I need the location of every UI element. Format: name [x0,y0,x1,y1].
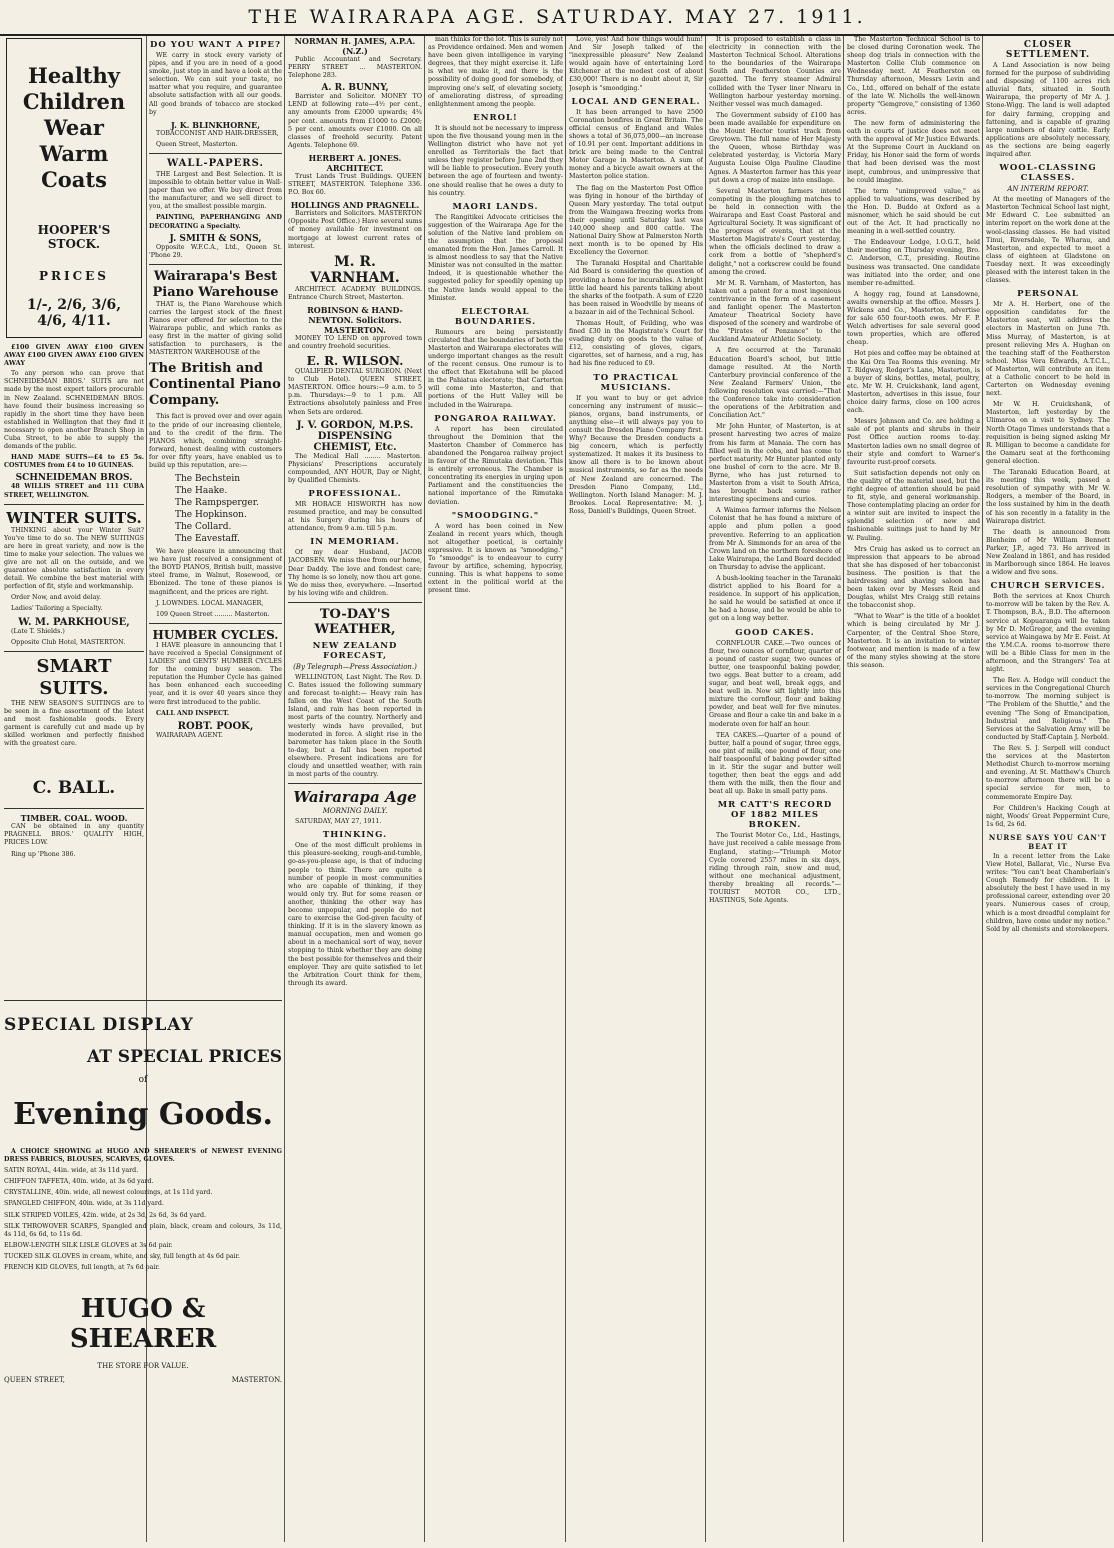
schneideman-tail: HAND MADE SUITS—£4 to £5 5s. COSTUMES from £4 to 10 GUINEAS. [4,454,144,470]
hugo-line: SPANGLED CHIFFON, 40in. wide, at 3s 11d yard. [4,1200,164,1208]
blinkhorne-name: J. K. BLINKHORNE, [170,119,261,130]
column-6 [709,36,841,1542]
professional-body: MR HORACE HISWORTH has now resumed practice, and may be consulted at his Surgery during his hours of attendance, from 9 a.m. till 5 p.m. [288,501,422,533]
hugo-line: CHIFFON TAFFETA, 40in. wide, at 3s 6d yard. [4,1178,154,1186]
col6-intro: It is proposed to establish a class in electricity in connection with the Masterton Technical School. Alterations to the boundaries of the Wairarapa South and Featherston Counties are gazetted. The ferry steamer Admiral collided with the Tyser liner Niwaru in Wellington harbour yesterday morning. Neither vessel was much damaged. [709,36,841,108]
smith-name: J. SMITH & SONS, [169,233,262,244]
winter-ladies: Ladies' Tailoring a Specialty. [11,605,103,613]
practical-headline: TO PRACTICAL MUSICIANS. [593,372,679,393]
bunny-body: Barrister and Solicitor. MONEY TO LEND at following rate—4½ per cent., any amounts from £2000 upwards; 4¾ per cent. amounts from £1000 to £2000; 5 per cent. amounts over £1000. On all classes of freehold security. Patent Agents. Telephone 69. [288,93,422,149]
pongaroa-body: A report has been circulated throughout the Dominion that the Masterton Chamber of Commerce has abandoned the Pongaroa railway project in favour of the Rimutaka deviation. This is entirely erroneous. The Chamber is concentrating its energies in urging upon Parliament and the constituencies the national importance of the Rimutaka deviation. [428,425,563,506]
col7-intro: The Masterton Technical School is to be closed during Coronation week. The sheep dog trials in connection with the Masterton Collie Club commence on Wednesday next. At Featherston on Thursday afternoon, Messrs Levin and Co., Ltd., offered on behalf of the estate of the late W. Nicholls the well-known property "Gemgrove," consisting of 1360 acres. [847,36,980,116]
blinkhorne-sub: TOBACCONIST AND HAIR-DRESSER, [156,129,279,137]
masthead-title: THE WAIRARAPA AGE. SATURDAY. MAY 27. 1911. [248,6,866,28]
church-body-3: The Rev. S. J. Serpell will conduct the services at the Masterton Methodist Church to-morrow morning and evening. At St. Matthew's Church to-morrow afternoon there will be a special service for men, to commemorate Empire Day. [986,744,1110,801]
maori-headline: MAORI LANDS. [452,201,539,212]
column-rule [284,36,285,1542]
hugo-queen: QUEEN STREET, [4,1376,66,1385]
nurse-body: In a recent letter from the Lake View Hotel, Ballarat, Vic., Nurse Eva writes: "You can't beat Chamberlain's Cough Remedy for children. It is absolutely the best I have used in my professional career, extending over 20 years. Numerous cases of croup, which is a most dreadful complaint for children, have come under my notice." Sold by all chemists and storekeepers. [986,852,1110,933]
col6-body-4: Mr M. R. Varnham, of Masterton, has taken out a patent for a most ingenious contrivance in the form of a casement and fanlight opener. The Masterton Amateur Theatrical Society have disposed of the scenery and wardrobe of the "Pirates of Penzance" to the Auckland Amateur Athletic Society. [709,279,841,344]
wilson-body: QUALIFIED DENTAL SURGEON. (Next to Club Hotel). QUEEN STREET, MASTERTON. Office hours:—9 a.m. to 5 p.m. Thursdays:—9 to 1 p.m. All Extractions absolutely painless and Free when Sets are ordered. [288,368,422,416]
hugo-showing: A CHOICE SHOWING at HUGO AND SHEARER'S of NEWEST EVENING DRESS FABRICS, BLOUSES, SCARVES, GLOVES. [4,1148,282,1164]
masthead [0,0,1114,36]
closer-body: A Land Association is now being formed for the purpose of subdividing and disposing of 1100 acres rich alluvial flats, situated in South Wairarapa, the property of Mr A. J. Stone-Wigg. The land is well adapted for dairy farming, cropping and fattening, and is capable of grazing large numbers of dairy cattle. Early applications are absolutely necessary, as the sections are being eagerly inquired after. [986,62,1110,159]
parkhouse-name: W. M. PARKHOUSE, [18,616,130,628]
bunny-name: A. R. BUNNY, [321,83,389,94]
col7-body-7: Messrs Johnson and Co. are holding a sale of pot plants and shrubs in their Post Office auction rooms to-day. Masterton ladies own no small degree of their style and comfort to Warner's favourite rust-proof corsets. [847,418,980,466]
pipe-body: WE carry in stock every variety of pipes, and if you are in need of a good smoke, just step in and have a look at the selection. We can suit your taste, no matter what you require, and guarantee absolute satisfaction with all our goods. All good brands of tobacco are stocked by [149,52,282,116]
tea-cakes-body: TEA CAKES.—Quarter of a pound of butter, half a pound of sugar, three eggs, one pint of milk, one pound of flour, one half teaspoonful of baking powder sifted in it. Stir the sugar and butter well together, then beat the eggs and add them with the milk, then the flour and beat all up. Bake in small patty pans. [709,731,841,796]
pook-sub: WAIRARAPA AGENT. [156,731,223,739]
enrol-headline: ENROL! [473,112,518,123]
hugo-line: SATIN ROYAL, 44in. wide, at 3s 11d yard. [4,1167,139,1175]
schneideman-body: To any person who can prove that SCHNEIDEMAN BROS.' SUITS are not made by the most expert tailors procurable in New Zealand. SCHNEIDEMAN BROS. have found their business increasing so rapidly in the short time they have been established in Wellington that they find it necessary to open another Branch Shop in Cuba Street, to be able to supply the demands of the public. [4,370,144,451]
personal-body-2: Mr W. H. Cruickshank, of Masterton, left yesterday by the Ulimaroa on a visit to Sydney. The North Otago Times understands that a requisition is being signed asking Mr R. Milligan to become a candidate for the Oamaru seat at the forthcoming general election. [986,401,1110,465]
hugo-line: CRYSTALLINE, 40in. wide, all newest colourings, at 1s 11d yard. [4,1189,213,1197]
hugo-line: FRENCH KID GLOVES, full length, at 7s 6d pair. [4,1264,160,1272]
wilson-name: E. R. WILSON. [306,354,404,369]
hooper-headline-1: Healthy Children [22,63,126,114]
thinking-headline: THINKING. [322,830,388,841]
professional-headline: PROFESSIONAL. [308,489,402,499]
humber-call: CALL AND INSPECT. [156,709,230,717]
smart-body: THE NEW SEASON'S SUITINGS are to be seen in a fine assortment of the latest and most fashionable goods. Every garment is carefully cut and made up by skilled workmen and perfectly finished with the greatest care. [4,699,144,748]
hugo-shearer-ad [4,1000,282,1543]
col7-body-9: Mrs Craig has asked us to correct an impression that appears to be abroad that she has disposed of her tobacconist business. The position is that the hairdressing and shaving saloon has been taken over by Messrs Reid and Douglas, whilst Mrs Craigg still retains the tobacconist shop. [847,545,980,610]
piano-item: The Hopkinson. [175,510,247,521]
parkhouse-address: Opposite Club Hotel, MASTERTON. [11,638,126,646]
hugo-line: ELBOW-LENGTH SILK LISLE GLOVES at 3s 6d pair. [4,1241,173,1249]
column-8 [986,36,1110,1542]
winter-headline: WINTER SUITS. [6,508,142,527]
hugo-line: SILK STRIPED VOILES, 42in. wide, at 2s 3d, 2s 6d, 3s 6d yard. [4,1211,206,1219]
col6-body-6: Mr John Hunter, of Masterton, is at present harvesting two acres of maize from his farm at Manaia. The corn has filled well in the cobs, and has come to perfect maturity. Mr Hunter planted only one bushel of corn to the acre. Mr B. Byrne, who has just returned to Masterton from a visit to South Africa, has brought back some rather interesting specimens and curios. [709,423,841,504]
smart-headline: SMART SUITS. [36,655,112,699]
piano-item: The Rampsperger. [175,498,259,509]
hugo-name: HUGO & SHEARER [69,1294,217,1355]
local-body-2: The flag on the Masterton Post Office was flying in honour of the birthday of Queen Mary yesterday. The total output from the Waingawa freezing works from their opening until Saturday last was 140,000 sheep and 800 cattle. The National Dairy Show at Palmerston North next month is to be opened by His Excellency the Governor. [569,184,703,257]
humber-headline: HUMBER CYCLES. [152,627,279,642]
wall-tag: PAINTING, PAPERHANGING AND DECORATING a Specialty. [149,214,282,230]
schneideman-name: SCHNEIDEMAN BROS. [15,473,133,484]
smoodging-body: A word has been coined in New Zealand in recent years which, though not altogether poetical, is certainly expressive. It is known as "smoodging." To "smoodge" is to endeavour to curry favour by artifice, scheming, hypocrisy, cunning. This is what happens to some extent in the political world at the present time. [428,522,563,595]
hollings-body: Barristers and Solicitors. MASTERTON (Opposite Post Office.) Have several sums of money available for investment on mortgage at lowest current rates of interest. [288,210,422,250]
col6-body-2: The Government subsidy of £100 has been made available for expenditure on the Mount Hector tourist track from Greytown. The full name of Her Majesty the Queen, whose Birthday was celebrated yesterday, is Victoria Mary Augusta Louise Olga Pauline Claudine Agnes. A Masterton farmer has this year put down a crop of maize into ensilage. [709,111,841,184]
col7-body-8: Suit satisfaction depends not only on the quality of the material used, but the right degree of attention should be paid to fit, style, and general workmanship. Those contemplating placing an order for a winter suit are invited to inspect the splendid selection of new and fashionable suitings just to hand by Mr W. Pauling. [847,469,980,542]
column-rule [424,36,425,1542]
column-4 [428,36,563,1542]
nurse-headline: NURSE SAYS YOU CAN'T BEAT IT [988,832,1108,851]
column-rule [565,36,566,1542]
memoriam-headline: IN MEMORIAM. [310,537,400,548]
wool-body: At the meeting of Managers of the Masterton Technical School last night, Mr Edward C. Lee submitted an interim report on the work done at the wool-classing classes. He had visited Tinui, Riversdale, Te Wharau, and Masterton, and expected to meet a class of eighteen at Gladstone on Tuesday next. It was exceedingly pleased with the interest taken in the classes. [986,196,1110,285]
catt-headline: MR CATT'S RECORD OF 1882 MILES BROKEN. [717,800,833,831]
lowndes-name: J. LOWNDES. LOCAL MANAGER, [156,599,264,607]
timber-body: CAN be obtained in any quantity PRAGNELL BROS.' QUALITY HIGH, PRICES LOW. [4,823,144,847]
piano-item: The Bechstein [175,474,240,485]
piano-body-2: This fact is proved over and over again to the pride of our increasing clientele, and to the credit of the firm. The PIANOS which, combining straight-forward, honest dealing with customers for over fifty years, have enabled us to build up this reputation, are:— [149,413,282,469]
col6-body-3: Several Masterton farmers intend competing in the ploughing matches to be held in connection with the Wairarapa and East Coast Pastoral and Agricultural Society. It was significant of the progress of events, that at the Masterton Magistrate's Court yesterday, when the officials declined to draw a cork from a bottle of "shepherd's delight," not a corkscrew could be found among the crowd. [709,187,841,276]
electoral-body: Rumours are being persistently circulated that the boundaries of both the Masterton and Wairarapa electorates will undergo important changes as the result of the recent census. One rumour is to the effect that Eketahuna will be placed in the Pahiatua electorate; that Carterton will come into Masterton, and that portions of the Hutt Valley will be included in the Wairarapa. [428,328,563,409]
humber-body: I HAVE pleasure in announcing that I have received a Special Consignment of LADIES' and GENTS' HUMBER CYCLES for the coming busy season. The reputation the Humber Cycle has gained has been enhanced each succeeding year, and it is over 40 years since they were first introduced to the public. [149,641,282,706]
col6-body-7: A Waimea farmer informs the Nelson Colonist that he has found a mixture of apple and plum pollen a good preventive. Referring to an application from Mr A. Simmonds for an area of the Crown land on the northern foreshore of Lake Wairarapa, the Land Board decided on Thursday to advise the applicant. [709,507,841,571]
special-display: SPECIAL DISPLAY [4,1015,194,1035]
closer-headline: CLOSER SETTLEMENT. [1005,40,1091,60]
local-headline: LOCAL AND GENERAL. [571,96,701,107]
robinson-name: ROBINSON & HAND-NEWTON. Solicitors. MASTERTON. [307,304,403,335]
col6-body-8: A bush-looking teacher in the Taranaki district applied to his Board for a residence. In support of his application, he said he would be satisfied at once if he had a house, and he would be able to get on a long way better. [709,575,841,623]
winter-body: THINKING about your Winter Suit? You've time to do so. The NEW SUITINGS are here in great variety, and now is the time to make your selection. The values we give are not all on the outside, and we guarantee absolute satisfaction in every detail. We combine the best material with perfection of fit, style and workmanship. [4,526,144,591]
piano-body-3: We have pleasure in announcing that we have just received a consignment of the BOYD PIANOS, British built, massive steel frame, in Walnut, Rosewood, or Ebonized. The tone of these pianos is magnificent, and the prices are right. [149,548,282,596]
james-name: NORMAN H. JAMES, A.P.A. (N.Z.) [294,36,416,56]
special-of: of [138,1075,148,1085]
piano-item: The Haake. [175,486,228,497]
hollings-name: HOLLINGS AND PRAGNELL. [290,200,420,211]
personal-body: Mr A. H. Herbert, one of the opposition candidates for the Masterton seat, will address the electors in Masterton on June 7th. Miss Murray, of Masterton, is at present relieving Mrs A. Hughan on the teaching staff of the Featherston school. Miss Vera Edwards, A.T.C.L., of Masterton, will contribute an item at a Catholic concert to be held in Carterton on Wednesday evening next. [986,301,1110,398]
piano-company: The British and Continental Piano Company. [149,361,281,409]
hugo-address [4,1376,282,1384]
personal-body-3: The Taranaki Education Board, at its meeting this week, passed a resolution of sympathy with Mr W. Rodgers, a member of the Board, in the loss sustained by him in the death of his son recently in a fatality in the Wairarapa district. [986,469,1110,525]
local-body: It has been arranged to have 2500 Coronation bonfires in Great Britain. The official census of England and Wales shows a total of 36,075,000—an increase of 10.91 per cent. Important additions in brick are being made to the Central Motor Garage in Masterton. A sum of money and a bicycle await owners at the Masterton police station. [569,108,703,181]
column-rule [982,36,983,1542]
timber-headline: TIMBER. COAL. WOOD. [20,813,128,824]
col6-body-5: A fire occurred at the Taranaki Education Board's school, but little damage resulted. At the North Canterbury provincial conference of the New Zealand Farmers' Union, the following resolution was carried:—"That the Conference take into consideration the operations of the Arbitration and Conciliation Act." [709,347,841,420]
jones-name: HERBERT A. JONES. ARCHITECT. [308,152,402,173]
given-away: £100 GIVEN AWAY £100 GIVEN AWAY £100 GIVEN AWAY £100 GIVEN AWAY [4,343,144,368]
local-body-4: Thomas Hoult, of Feilding, who was fined £30 in the Magistrate's Court for evading duty on goods to the value of £12, consisting of gloves, cigars, cigarettes, set of harness, and a rug, has had his fine reduced to £9. [569,320,703,368]
gordon-name: J. V. GORDON, M.P.S. DISPENSING CHEMIST, Etc. [296,419,414,453]
piano-item: The Collard. [175,522,232,533]
wall-body: THE Largest and Best Selection. It is impossible to obtain better value in Wall-paper than we offer. We buy direct from the manufacturer, and we sell direct to you, at the smallest possible margin. [149,170,282,211]
varnham-name: M. R. VARNHAM. [310,253,400,286]
column-rule [705,36,706,1542]
hugo-masterton: MASTERTON. [231,1376,282,1385]
blinkhorne-address: Queen Street, Masterton. [156,140,238,148]
column-3 [288,36,422,1542]
cball-name: C. BALL. [32,778,116,799]
hooper-ad [6,38,142,338]
hugo-tag: THE STORE FOR VALUE. [97,1362,189,1371]
special-prices: AT SPECIAL PRICES [86,1047,282,1067]
piano-headline: Wairarapa's Best Piano Warehouse [152,268,279,300]
piano-list [175,473,282,545]
column-2 [149,36,282,1036]
col4-intro: man thinks for the lot. This is surely not as Providence ordained. Men and women have been given intelligence in varying degrees, that they might exercise it. Life is what we make it, and there is the possibility of doing good for somebody, of improving one's self, of elevating society, of ameliorating distress, of spreading enlightenment among the people. [428,36,563,108]
forecast-body: WELLINGTON, Last Night. The Rev. D. C. Bates issued the following summary and forecast to-night:— Heavy rain has fallen on the West Coast of the South Island, and rain has been reported in most parts of the country. Northerly and westerly winds have prevailed, but moderated in force. A slight rise in the barometer has taken place in the South to-day, but a fall has been reported elsewhere. Present indications are for cloudy and unsettled weather, with rain in most parts of the country. [288,673,422,779]
smith-address: Opposite W.F.C.A., Ltd., Queen St. 'Phone 29. [149,243,282,259]
col4-intro-2: It is should not be necessary to impress upon the five thousand young men in the Wellington district who have not yet enrolled as Territorials the fact that unless they register before June 2nd they will be liable to prosecution. Every youth between the age of fourteen and twenty-one should realise that he owes a duty to his country. [428,124,563,197]
cakes-body: CORNFLOUR CAKE.—Two ounces of flour, two ounces of cornflour, quarter of a pound of castor sugar, two ounces of butter, one teaspoonful baking powder, two eggs. Beat butter to a cream, add sugar, and beat well, break eggs, and beat well in. Now sift lightly into this mixture the cornflour, flour and baking powder, and beat well for five minutes. Grease and flour a cake tin and bake in a moderate oven for half an hour. [709,639,841,728]
col7-body-4: The Endeavour Lodge, I.O.G.T., held their meeting on Thursday evening, Bro. C. Anderson, C.T., presiding. Routine business was transacted. One candidate was initiated into the order, and one member re-admitted. [847,239,980,287]
weather-headline: TO-DAY'S WEATHER, [314,606,396,637]
col7-body-2: The new form of administering the oath in courts of justice does not meet with the approval of Mr Justice Edwards. At the Supreme Court in Auckland on Friday, his Honor said the form of words that had been devised was the most inept, cumbrous, and unimpressive that he could imagine. [847,119,980,184]
piano-body: THAT is, the Piano Warehouse which carries the largest stock of the finest Pianos ever offered for selection to the Wairarapa public, and which ranks as easy first in the matter of giving solid satisfaction to purchasers, is the MASTERTON WAREHOUSE of the [149,300,282,357]
maori-body: The Rangitikei Advocate criticises the suggestion of the Wairarapa Age for the solution of the Native land problem on the assumption that the proposal emanated from the Hon. James Carroll. It is almost needless to say that the Native Minister was not consulted in the matter. Indeed, it is questionable whether the suggested policy for speedily opening up the Native lands would appeal to the Minister. [428,213,563,302]
paper-sub: MORNING DAILY. [322,807,388,816]
col7-body-3: The term "unimproved value," as applied to valuations, was described by the Hon. D. Buddo at Oxford as a misnomer, which he said should be cut out of the Act. It had practically no meaning in a well-settled country. [847,187,980,236]
winter-order: Order Now, and avoid delay. [11,594,102,602]
forecast-headline: NEW ZEALAND FORECAST, [312,640,398,661]
paper-title: Wairarapa Age [293,788,417,807]
lowndes-address: 109 Queen Street ......... Masterton. [156,610,270,618]
piano-item: The Eavestaff. [175,534,240,545]
practical-body: If you want to buy or get advice concerning any instrument of music—pianos, organs, band instruments, or anything else—it will always pay you to consult the Dresden Piano Company first. Why? Because the Dresden conducts a big concern, which is perfectly systematized. It makes it its business to know all there is to be known about musical instruments, so far as the needs of New Zealand are concerned. The Dresden Piano Company, Ltd., Wellington. North Island Manager: M. J. Brookes. Local Representative: M. J. Ross, Daniell's Buildings, Queen Street. [569,394,703,515]
hooper-headline-2: Wear Warm Coats [39,115,109,192]
hugo-line: SILK THROWOVER SCARFS, Spangled and plain, black, cream and colours, 3s 11d, 4s 11d, 6s 6d, to 11s 6d. [4,1222,282,1238]
col5-intro: Love, yes! And how things would hum! And Sir Joseph talked of the "inexpressible pleasure" New Zealand would again have of entertaining Lord Kitchener at the modest cost of about £30,000! There is no doubt about it, Sir Joseph is "smoodging." [569,36,703,92]
varnham-body: ARCHITECT. ACADEMY BUILDINGS. Entrance Church Street, Masterton. [288,285,422,301]
column-rule [843,36,844,1542]
personal-headline: PERSONAL [1017,289,1079,300]
wool-sub: AN INTERIM REPORT. [1007,185,1089,194]
personal-body-4: The death is announced from Blenheim of Mr William Bennett Parker, J.P., aged 73. He arrived in New Zealand in 1861, and has resided in Marlborough since 1864. He leaves a widow and five sons. [986,528,1110,577]
electoral-headline: ELECTORAL BOUNDARIES. [454,306,537,327]
wall-headline: WALL-PAPERS. [167,157,264,169]
church-body-2: The Rev. A. Hodge will conduct the services in the Congregational Church to-morrow. The morning subject is "The Problem of the Shuttle," and the evening "The Song of Emancipation, Industrial and Religious." The Services at the Salvation Army will be conducted by Staff-Captain J. Nerbold. [986,677,1110,741]
col7-body-6: Hot pies and coffee may be obtained at the Kai Ora Tea Rooms this evening. Mr T. Ridgway, Rodger's Lane, Masterton, is a buyer of skins, bottles, metal, poultry, etc. Mr W. H. Cruickshank, land agent, Masterton, advertises in this issue, four choice dairy farms, close on 100 acres each. [847,350,980,415]
local-body-3: The Taranaki Hospital and Charitable Aid Board is considering the question of providing a home for incurables. A bright little lad heard his parents talking about the sharks of the footpath. A sum of £220 has been raised in Woodville by means of a bazaar in aid of the Technical School. [569,260,703,316]
evening-goods: Evening Goods. [13,1097,273,1132]
column-5 [569,36,703,1542]
jones-body: Trust Lands Trust Buildings. QUEEN STREET, MASTERTON. Telephone 336. P.O. Box 60. [288,172,422,197]
cough-ad: For Children's Hacking Cough at night, Woods' Great Peppermint Cure, 1s 6d, 2s 6d. [986,804,1110,828]
james-body: Public Accountant and Secretary. PERRY STREET ... MASTERTON. Telephone 283. [288,56,422,80]
pipe-headline: DO YOU WANT A PIPE? [149,40,281,50]
schneideman-address: 48 WILLIS STREET and 111 CUBA STREET, WELLINGTON. [4,483,144,499]
parkhouse-sub: (Late T. Shields.) [11,627,65,635]
smoodging-headline: "SMOODGING." [451,510,540,521]
cakes-headline: GOOD CAKES. [735,627,815,638]
pongaroa-headline: PONGAROA RAILWAY. [434,413,557,424]
thinking-body: One of the most difficult problems in this pleasure-seeking, rough-and-tumble, go-as-you-please age, is that of inducing people to think. There are quite a number of people in most communities who are capable of thinking, if they would only try. But for some reason or another, thinking the other way has become unpopular, and people do not care to exercise the God-given faculty of thinking. If it is in the slavery known as manual occupation, men and women go about in a mechanical sort of way, never stopping to think whether they are doing the best possible for themselves and their employer. They are quite satisfied to let the Arbitration Court think for them, through its award. [288,842,422,987]
wool-headline: WOOL-CLASSING CLASSES. [999,163,1097,184]
column-7 [847,36,980,1542]
memoriam-body: Of my dear Husband, JACOB JACOBSEN. We miss thee from our home, Dear Daddy. The love and fondest care; Thy home is so lonely, now thou art gone. We do miss thee, everywhere. —Inserted by his loving wife and children. [288,549,422,597]
forecast-sub: (By Telegraph—Press Association.) [293,662,417,671]
hugo-line: TUCKED SILK GLOVES in cream, white, and sky, full length at 4s 6d pair. [4,1252,240,1260]
timber-phone: Ring up 'Phone 386. [11,850,76,858]
paper-date: SATURDAY, MAY 27, 1911. [295,818,382,826]
hooper-stock: HOOPER'S STOCK. [37,223,111,251]
col7-body-5: A hoggy rag, found at Lansdowne, awaits ownership at the office. Messrs J. Wickens and Co., Masterton, advertise for sale 650 four-tooth ewes. Mr F. P. Welch advertises for sale several good town properties, which are offered cheap. [847,290,980,347]
church-headline: CHURCH SERVICES. [990,581,1106,592]
hooper-prices-label: PRICES [39,269,109,283]
column-1 [4,36,144,1036]
church-body: Both the services at Knox Church to-morrow will be taken by the Rev. A. T. Thompson, B.A., B.D. The afternoon service at Kopuaranga will be taken by Mr D. McGregor, and the evening service at Waingawa by Mr E. Feist. At the Y.M.C.A. rooms to-morrow there will be a Bible Class for men in the afternoon, and the Strangers' Tea at night. [986,593,1110,674]
hooper-prices-list: 1/-, 2/6, 3/6, 4/6, 4/11. [26,297,122,329]
robinson-body: MONEY TO LEND on approved town and country freehold securities. [288,334,422,350]
gordon-body: The Medical Hall ........ Masterton. Physicians' Prescriptions accurately compounded, ANY HOUR, Day or Night, by Qualified Chemists. [288,452,422,484]
pook-name: ROBT. POOK, [177,720,254,732]
col7-body-10: "What to Wear" is the title of a booklet which is being circulated by Mr J. Carpenter, of the Central Shoe Store, Masterton. It is an invitation to winter footwear, and mention is made of a few of the many styles showing at the store this season. [847,613,980,669]
catt-body: The Tourist Motor Co., Ltd., Hastings, have just received a cable message from England, stating:—"Triumph Motor Cycle covered 2557 miles in six days, riding through rain, snow and mud, without one mechanical adjustment, thereby breaking all records."—TOURIST MOTOR CO., LTD., HASTINGS, Sole Agents. [709,832,841,905]
